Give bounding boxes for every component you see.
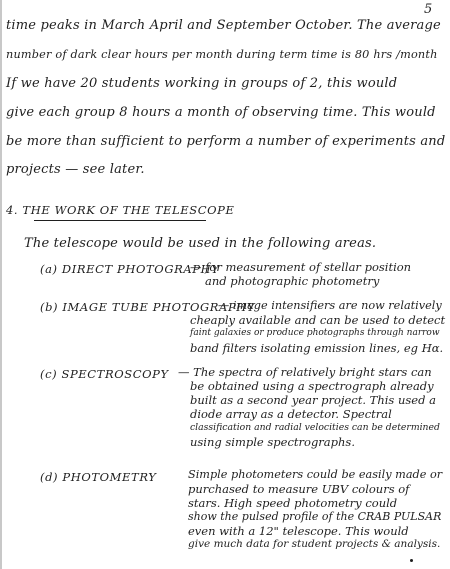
item-desc-line: — The spectra of relatively bright stars can: [178, 365, 432, 379]
paragraph-line: give each group 8 hours a month of observing time. This would: [6, 105, 436, 120]
intro-line: The telescope would be used in the following areas.: [24, 236, 377, 251]
item-desc-line: — for measurement of stellar position: [190, 260, 412, 274]
paragraph-line: number of dark clear hours per month during term time is 80 hrs /month: [6, 48, 438, 61]
item-desc-line: diode array as a detector. Spectral: [190, 407, 392, 421]
item-desc-line: give much data for student projects & analysis.: [188, 538, 441, 550]
ink-dot: [410, 559, 413, 562]
item-desc-line: Simple photometers could be easily made or: [188, 468, 443, 481]
page-number: 5: [424, 2, 433, 17]
heading-underline: [34, 220, 206, 221]
item-desc-line: even with a 12" telescope. This would: [188, 524, 409, 538]
item-desc-line: be obtained using a spectrograph already: [190, 379, 434, 393]
item-desc-line: band filters isolating emission lines, eg Hα.: [190, 341, 444, 355]
paragraph-line: If we have 20 students working in groups of 2, this would: [6, 76, 398, 91]
item-desc-line: classification and radial velocities can be determined: [190, 422, 440, 433]
item-desc-line: purchased to measure UBV colours of: [188, 482, 410, 496]
item-label-image-tube-photography: (b) IMAGE TUBE PHOTOGRAPHY: [40, 300, 256, 314]
section-heading: 4. THE WORK OF THE TELESCOPE: [6, 203, 235, 217]
item-label-spectroscopy: (c) SPECTROSCOPY: [40, 367, 169, 381]
item-desc-line: and photographic photometry: [205, 274, 380, 288]
margin-rule: [0, 0, 2, 569]
item-desc-line: cheaply available and can be used to detect: [190, 313, 446, 327]
item-desc-line: — image intensifiers are now relatively: [218, 299, 442, 312]
paragraph-line: projects — see later.: [6, 162, 145, 177]
item-desc-line: faint galaxies or produce photographs through narrow: [190, 328, 440, 338]
item-desc-line: built as a second year project. This used a: [190, 393, 436, 407]
paragraph-line: be more than sufficient to perform a number of experiments and: [6, 134, 446, 149]
item-desc-line: stars. High speed photometry could: [188, 496, 398, 510]
paragraph-line: time peaks in March April and September October. The average: [6, 18, 441, 33]
item-label-photometry: (d) PHOTOMETRY: [40, 470, 157, 484]
item-desc-line: show the pulsed profile of the CRAB PULSAR: [188, 510, 442, 523]
item-label-direct-photography: (a) DIRECT PHOTOGRAPHY: [40, 262, 220, 276]
item-desc-line: using simple spectrographs.: [190, 435, 355, 449]
